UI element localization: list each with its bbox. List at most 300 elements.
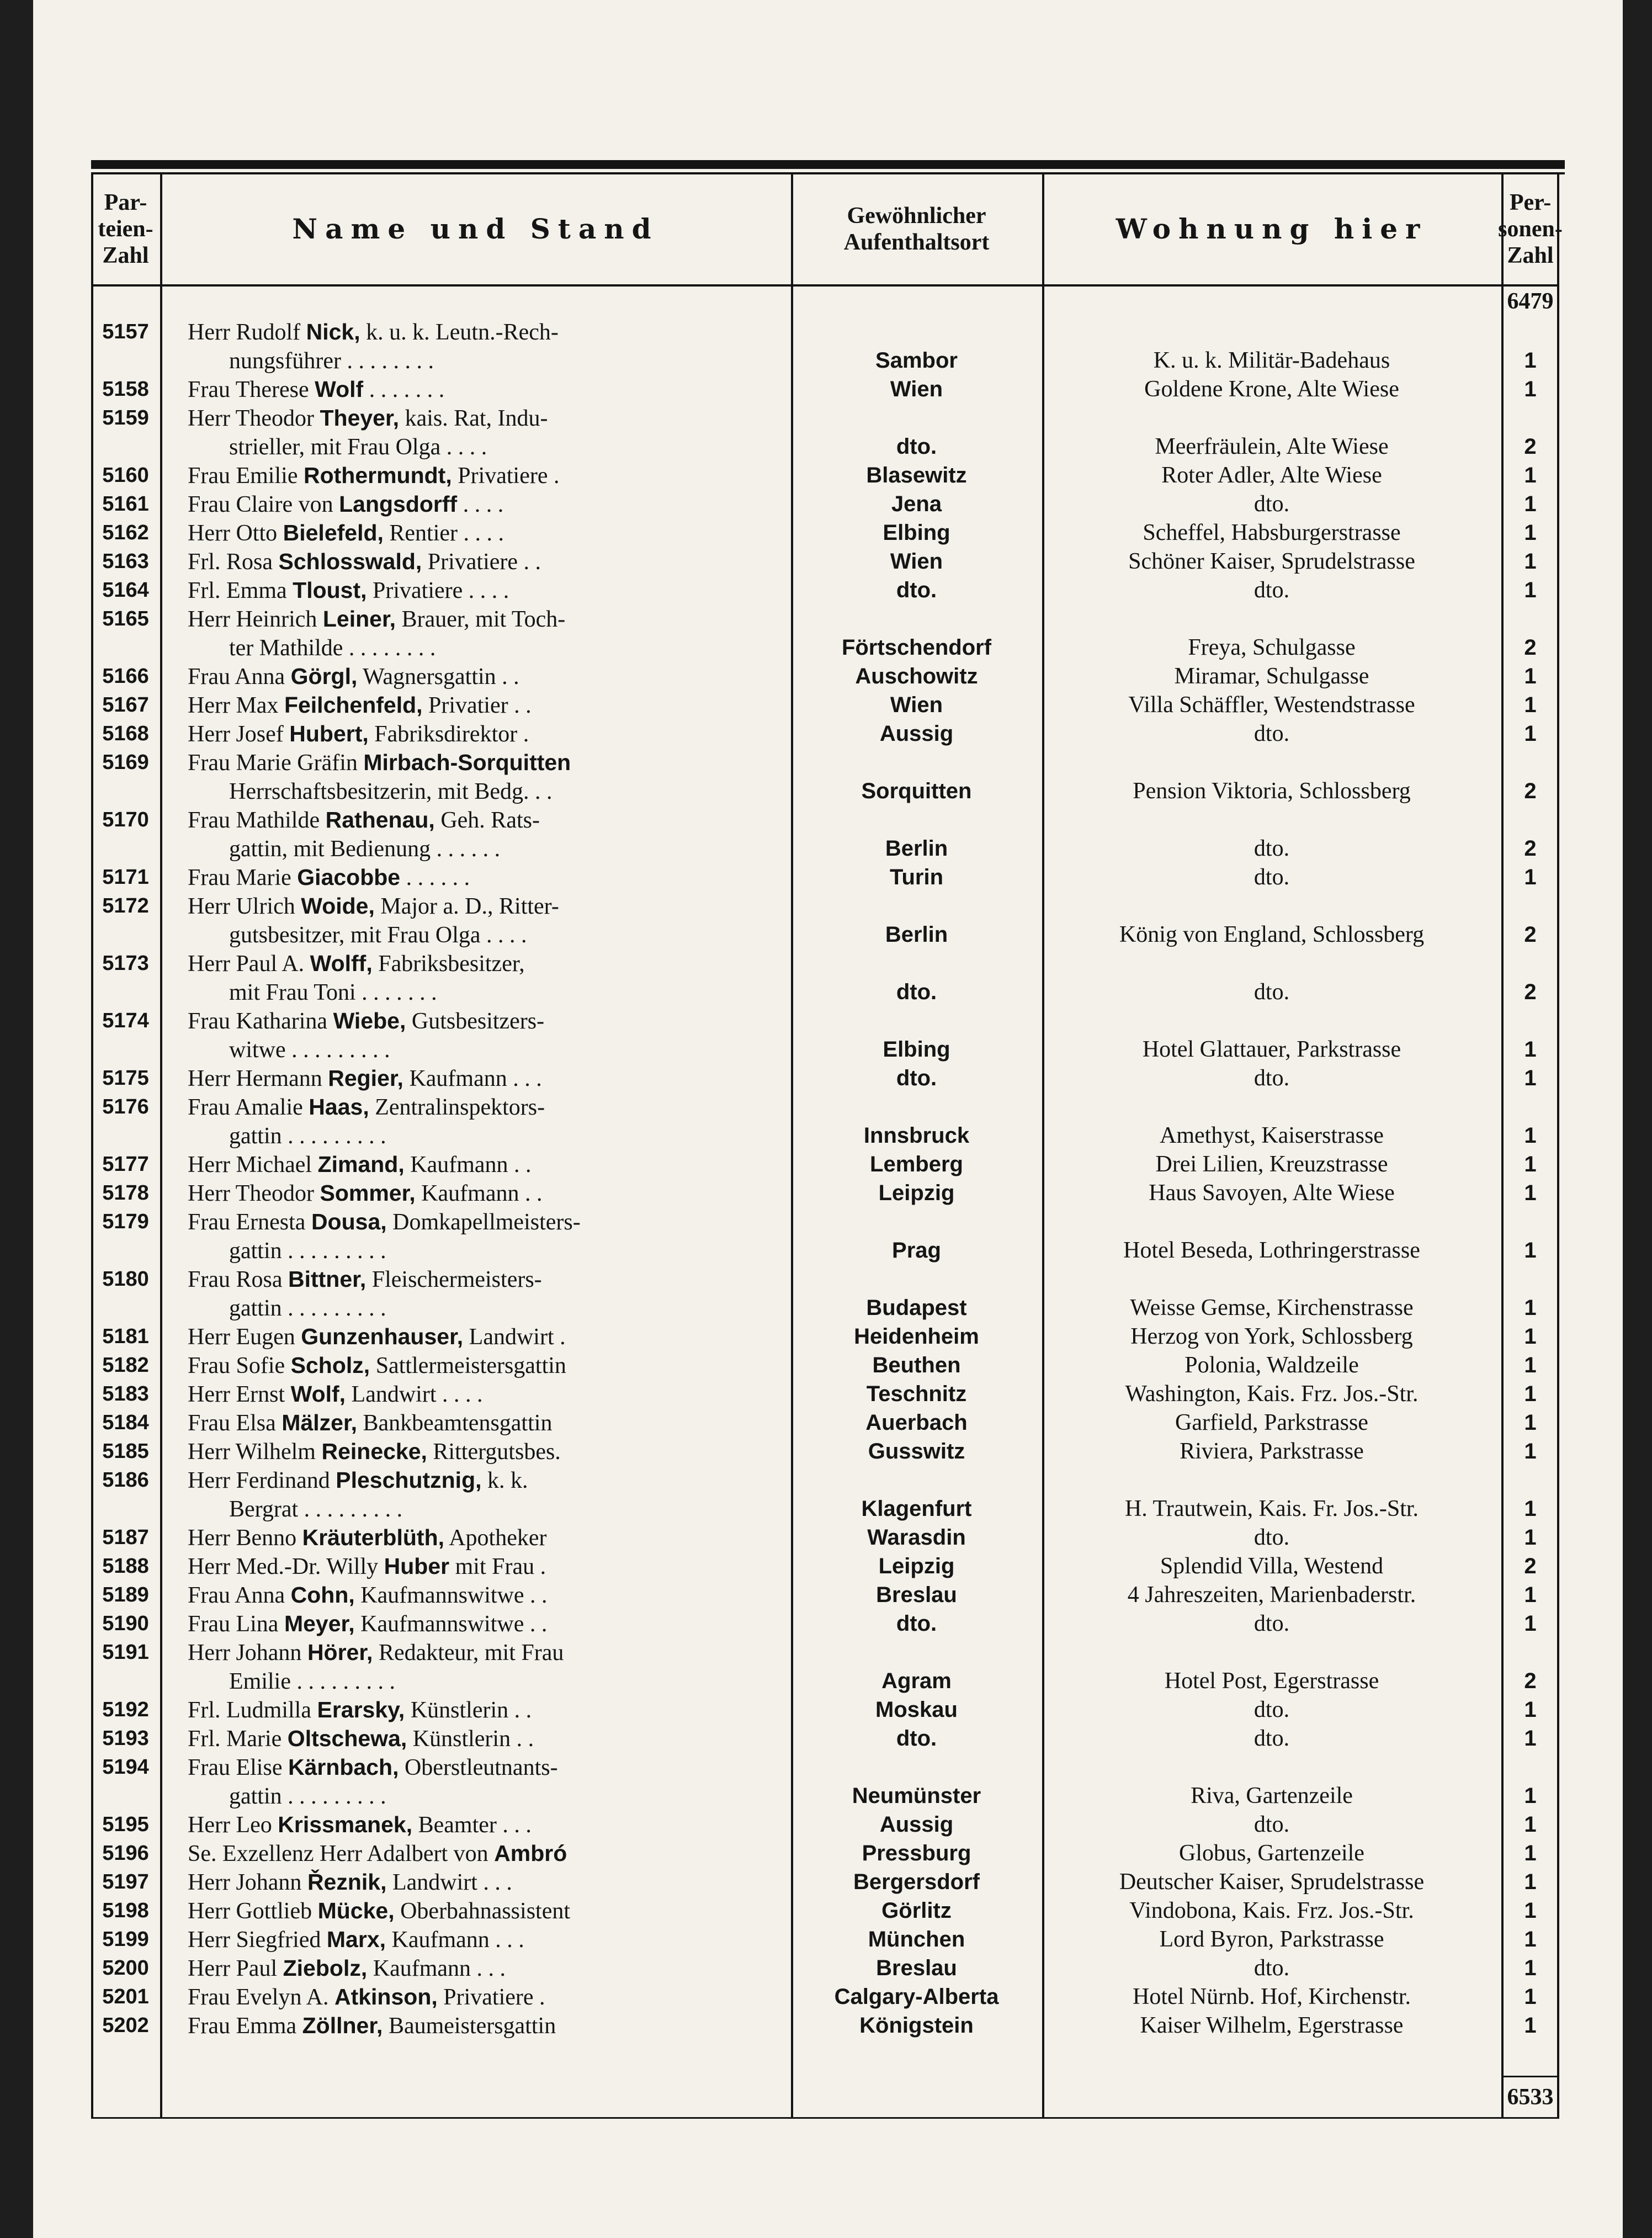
person-status: Apotheker [449,1525,547,1551]
table-row [91,1954,1559,1982]
person-status: Geh. Rats- [440,808,540,833]
usual-residence: dto. [896,1726,937,1751]
table-row [91,1466,1559,1523]
person-status: Künstlerin . . [412,1726,534,1752]
parteien-number: 5174 [102,1009,149,1032]
usual-residence: Calgary-Alberta [834,1985,999,2009]
person-title: Frau Emilie [188,463,298,489]
table-row [91,1810,1559,1839]
usual-residence: Innsbruck [863,1123,970,1148]
local-lodging: Drei Lilien, Kreuzstrasse [1155,1152,1388,1177]
persons-count: 1 [1524,664,1537,688]
usual-residence: Bergersdorf [853,1870,980,1894]
parteien-number: 5197 [102,1870,149,1894]
usual-residence: Breslau [876,1956,957,1980]
name-and-status [188,805,828,863]
parteien-number: 5188 [102,1555,149,1578]
person-title: Herr Benno [188,1525,297,1551]
usual-residence: Leipzig [878,1554,955,1578]
persons-count: 2 [1524,836,1537,861]
register-table [91,160,1563,2117]
local-lodging: 4 Jahreszeiten, Marienbaderstr. [1127,1582,1416,1608]
person-surname: Pleschutznig, [336,1467,482,1493]
name-and-status [188,863,828,892]
parteien-number: 5169 [102,751,149,774]
sum-rule [1501,2076,1559,2077]
parteien-number: 5193 [102,1727,149,1750]
usual-residence: dto. [896,578,937,602]
person-surname: Regier, [328,1065,403,1091]
person-status-continued: gattin . . . . . . . . . [229,1238,386,1264]
local-lodging: Meerfräulein, Alte Wiese [1155,434,1389,459]
parteien-number: 5167 [102,693,149,717]
local-lodging: Deutscher Kaiser, Sprudelstrasse [1119,1869,1425,1895]
persons-count: 1 [1524,1583,1537,1607]
usual-residence: Auerbach [865,1410,968,1435]
person-status: Landwirt . [469,1324,566,1350]
parteien-number: 5192 [102,1698,149,1721]
persons-count: 2 [1524,1669,1537,1693]
name-and-status [188,1437,828,1466]
persons-count: 1 [1524,1066,1537,1090]
name-and-status [188,547,828,576]
name-and-status [188,1322,828,1351]
person-status: Oberstleutnants- [404,1755,558,1780]
person-status: Kaufmannswitwe . . [360,1583,548,1608]
persons-count: 2 [1524,1554,1537,1578]
person-status: k. u. k. Leutn.-Rech- [366,320,559,345]
person-title: Frau Amalie [188,1095,303,1120]
local-lodging: Villa Schäffler, Westendstrasse [1128,692,1415,718]
header-rule [91,284,1559,287]
name-and-status [188,892,828,950]
usual-residence: Blasewitz [866,463,967,487]
table-row [91,1724,1559,1753]
person-surname: Řeznik, [307,1869,387,1895]
local-lodging: Herzog von York, Schlossberg [1130,1324,1413,1349]
person-surname: Langsdorff [339,491,458,517]
name-and-status [188,1552,828,1581]
person-status: Kaufmannswitwe . . [360,1611,548,1637]
usual-residence: Königstein [859,2013,974,2038]
parteien-number: 5201 [102,1985,149,2008]
parteien-number: 5187 [102,1526,149,1549]
person-surname: Kärnbach, [288,1754,399,1780]
table-row [91,691,1559,719]
person-title: Frau Marie Gräfin [188,750,358,776]
table-row [91,949,1559,1006]
parteien-number: 5182 [102,1354,149,1377]
usual-residence: dto. [896,1611,937,1636]
person-status-continued: ter Mathilde . . . . . . . . [229,635,436,661]
person-status: Bankbeamtensgattin [363,1410,553,1436]
person-surname: Zimand, [317,1152,405,1177]
local-lodging: Pension Viktoria, Schlossberg [1133,778,1411,804]
person-status: Kaufmann . . . [391,1927,524,1953]
table-row [91,1351,1559,1380]
person-title: Herr Michael [188,1152,312,1178]
person-surname: Mälzer, [281,1410,358,1435]
name-and-status [188,1925,828,1954]
name-and-status [188,2011,828,2040]
person-title: Herr Paul A. [188,951,305,977]
person-title: Herr Rudolf [188,320,301,345]
usual-residence: Agram [881,1669,952,1693]
parteien-number: 5176 [102,1095,149,1118]
table-row [91,719,1559,748]
person-status-continued: gutsbesitzer, mit Frau Olga . . . . [229,922,527,948]
person-title: Frau Ernesta [188,1210,306,1235]
person-title: Frau Mathilde [188,808,320,833]
usual-residence: Turin [889,865,943,889]
persons-count: 2 [1524,434,1537,459]
persons-count: 1 [1524,549,1537,574]
table-row [91,1609,1559,1638]
person-status-continued: witwe . . . . . . . . . [229,1037,390,1063]
person-title: Frl. Rosa [188,549,273,575]
header-name-stand: Name und Stand [292,213,659,246]
person-status: Zentralinspektors- [375,1095,545,1120]
person-status: . . . . . . . [369,377,445,402]
parteien-number: 5194 [102,1756,149,1779]
person-surname: Oltschewa, [287,1726,407,1751]
person-title: Herr Theodor [188,1181,314,1206]
parteien-number: 5199 [102,1928,149,1951]
usual-residence: Beuthen [872,1353,961,1377]
persons-count: 1 [1524,1698,1537,1722]
local-lodging: Polonia, Waldzeile [1184,1353,1359,1378]
name-and-status [188,1581,828,1610]
local-lodging: dto. [1253,1065,1290,1091]
usual-residence: Görlitz [881,1898,952,1923]
local-lodging: Hotel Beseda, Lothringerstrasse [1123,1238,1420,1263]
usual-residence: Leipzig [878,1181,955,1205]
usual-residence: Elbing [883,521,950,545]
person-status: Kaufmann . . [410,1152,532,1178]
local-lodging: dto. [1253,1812,1290,1837]
usual-residence: Auschowitz [855,664,978,688]
usual-residence: Elbing [883,1037,950,1062]
local-lodging: dto. [1253,491,1290,517]
parteien-number: 5163 [102,550,149,573]
usual-residence: Lemberg [870,1152,963,1176]
person-title: Herr Otto [188,521,278,546]
parteien-number: 5184 [102,1411,149,1434]
person-status: Künstlerin . . [410,1698,532,1723]
top-rule-thick [91,160,1565,169]
table-row [91,1064,1559,1093]
person-title: Frau Anna [188,664,285,690]
person-surname: Ziebolz, [283,1955,368,1981]
name-and-status [188,1179,828,1208]
person-title: Frau Evelyn A. [188,1985,329,2010]
local-lodging: dto. [1253,865,1290,890]
person-status: Wagnersgattin . . [363,664,519,690]
name-and-status [188,576,828,605]
top-rule-thin [91,172,1565,174]
parteien-number: 5202 [102,2014,149,2037]
person-surname: Bielefeld, [283,520,384,545]
name-and-status [188,518,828,548]
persons-count: 1 [1524,1985,1537,2009]
name-and-status [188,1753,828,1811]
person-status-continued: Bergrat . . . . . . . . . [229,1497,403,1522]
table-row [91,1695,1559,1724]
persons-count: 1 [1524,722,1537,746]
table-row [91,1896,1559,1925]
person-title: Frau Sofie [188,1353,285,1378]
name-and-status [188,1609,828,1638]
usual-residence: Gusswitz [868,1439,965,1463]
local-lodging: dto. [1253,979,1290,1005]
local-lodging: Roter Adler, Alte Wiese [1161,463,1382,488]
usual-residence: Berlin [885,922,948,947]
parteien-number: 5179 [102,1210,149,1233]
person-surname: Wiebe, [333,1008,406,1033]
person-title: Frau Therese [188,377,309,402]
person-status: Brauer, mit Toch- [401,607,566,632]
person-status: kais. Rat, Indu- [405,406,548,431]
persons-count: 1 [1524,1296,1537,1320]
name-and-status [188,719,828,749]
local-lodging: Hotel Post, Egerstrasse [1164,1668,1379,1694]
table-row [91,1982,1559,2011]
persons-count: 1 [1524,1726,1537,1751]
person-title: Herr Max [188,693,279,718]
local-lodging: Schöner Kaiser, Sprudelstrasse [1128,549,1415,574]
usual-residence: Heidenheim [854,1324,979,1349]
local-lodging: Washington, Kais. Frz. Jos.-Str. [1125,1381,1419,1407]
usual-residence: Klagenfurt [861,1497,972,1521]
person-surname: Görgl, [290,664,358,689]
person-surname: Gunzenhauser, [301,1324,464,1349]
usual-residence: Prag [892,1238,941,1263]
person-title: Herr Theodor [188,406,314,431]
persons-count: 1 [1524,1439,1537,1463]
page-total: 6533 [1507,2085,1554,2110]
local-lodging: Vindobona, Kais. Frz. Jos.-Str. [1129,1898,1414,1923]
person-status: Privatiere . . [427,549,541,575]
person-surname: Wolff, [310,951,373,976]
persons-count: 1 [1524,1841,1537,1865]
persons-count: 1 [1524,1870,1537,1894]
name-and-status [188,1896,828,1926]
usual-residence: Teschnitz [866,1382,967,1406]
person-surname: Mücke, [317,1898,395,1923]
local-lodging: dto. [1253,1726,1290,1751]
local-lodging: Globus, Gartenzeile [1179,1841,1364,1866]
person-surname: Reinecke, [321,1439,427,1464]
parteien-number: 5177 [102,1153,149,1176]
name-and-status [188,1638,828,1696]
person-surname: Woide, [301,893,375,919]
person-surname: Theyer, [320,405,400,431]
person-surname: Zöllner, [302,2013,383,2038]
persons-count: 1 [1524,1898,1537,1923]
persons-count: 2 [1524,779,1537,803]
person-status: Fabriksbesitzer, [378,951,525,977]
usual-residence: Breslau [876,1583,957,1607]
person-title: Herr Siegfried [188,1927,321,1953]
persons-count: 2 [1524,922,1537,947]
footer-rule [91,2117,1559,2119]
person-status: Major a. D., Ritter- [380,894,559,919]
name-and-status [188,1695,828,1725]
persons-count: 1 [1524,492,1537,516]
table-row [91,1150,1559,1179]
table-row [91,1552,1559,1581]
person-status-continued: nungsführer . . . . . . . . [229,348,434,374]
person-status: Privatiere . [443,1985,545,2010]
parteien-number: 5157 [102,320,149,343]
table-row [91,805,1559,863]
parteien-number: 5160 [102,464,149,487]
person-surname: Huber [384,1553,450,1579]
person-title: Frl. Emma [188,578,287,603]
persons-count: 1 [1524,1784,1537,1808]
person-surname: Scholz, [290,1353,370,1378]
person-surname: Sommer, [320,1180,416,1206]
person-title: Herr Ferdinand [188,1468,330,1493]
usual-residence: dto. [896,1066,937,1090]
name-and-status [188,748,828,806]
persons-count: 1 [1524,377,1537,401]
name-and-status [188,1523,828,1552]
persons-count: 1 [1524,1410,1537,1435]
local-lodging: dto. [1253,721,1290,746]
person-surname: Nick, [306,319,360,344]
parteien-number: 5185 [102,1440,149,1463]
document-page [33,0,1623,2238]
name-and-status [188,404,828,462]
parteien-number: 5165 [102,607,149,630]
person-title: Herr Heinrich [188,607,317,632]
person-status: Privatiere . [458,463,560,489]
table-row [91,1437,1559,1466]
person-surname: Hubert, [289,721,369,746]
person-status-continued: gattin . . . . . . . . . [229,1123,386,1149]
parteien-number: 5190 [102,1612,149,1635]
table-row [91,604,1559,662]
person-status-continued: gattin . . . . . . . . . [229,1296,386,1321]
person-title: Frau Lina [188,1611,279,1637]
name-and-status [188,1868,828,1897]
table-row [91,490,1559,518]
person-status-continued: mit Frau Toni . . . . . . . [229,980,437,1005]
local-lodging: Kaiser Wilhelm, Egerstrasse [1140,2013,1404,2038]
person-status-continued: Emilie . . . . . . . . . [229,1669,395,1694]
table-row [91,863,1559,892]
local-lodging: Freya, Schulgasse [1188,635,1356,660]
persons-count: 1 [1524,1238,1537,1263]
name-and-status [188,1064,828,1093]
local-lodging: Scheffel, Habsburgerstrasse [1143,520,1401,545]
header-aufenthaltsort: Gewöhnlicher Aufenthaltsort [843,203,990,255]
table-row [91,662,1559,691]
usual-residence: Pressburg [862,1841,971,1865]
person-surname: Krissmanek, [278,1812,413,1837]
parteien-number: 5180 [102,1268,149,1291]
table-row [91,1868,1559,1896]
person-title: Herr Johann [188,1640,302,1666]
name-and-status [188,1351,828,1380]
person-title: Herr Johann [188,1870,302,1895]
parteien-number: 5178 [102,1181,149,1205]
parteien-number: 5172 [102,894,149,918]
person-title: Herr Wilhelm [188,1439,316,1465]
person-title: Herr Josef [188,722,284,747]
local-lodging: Lord Byron, Parkstrasse [1159,1927,1384,1952]
parteien-number: 5161 [102,492,149,516]
persons-count: 1 [1524,578,1537,602]
usual-residence: Sorquitten [861,779,972,803]
usual-residence: München [868,1927,965,1951]
usual-residence: Berlin [885,836,948,861]
person-status: . . . . . . [406,865,470,890]
persons-count: 1 [1524,2013,1537,2038]
person-surname: Kräuterblüth, [302,1525,445,1550]
person-title: Herr Eugen [188,1324,295,1350]
person-surname: Mirbach-Sorquitten [363,750,571,775]
persons-count: 1 [1524,1611,1537,1636]
person-status: Privatiere . . . . [373,578,509,603]
local-lodging: Goldene Krone, Alte Wiese [1144,376,1399,402]
usual-residence: dto. [896,980,937,1004]
name-and-status [188,604,828,662]
name-and-status [188,662,828,691]
parteien-number: 5170 [102,808,149,831]
person-surname: Erarsky, [317,1697,405,1722]
persons-count: 1 [1524,1525,1537,1550]
person-status: Redakteur, mit Frau [378,1640,564,1666]
person-surname: Leiner, [322,606,396,632]
header-personen-zahl: Per- sonen- Zahl [1498,189,1563,269]
table-row [91,1093,1559,1150]
person-status: Gutsbesitzers- [411,1009,545,1034]
persons-count: 1 [1524,1812,1537,1837]
persons-count: 1 [1524,1181,1537,1205]
person-status: Rentier . . . . [389,521,504,546]
table-row [91,1322,1559,1351]
parteien-number: 5189 [102,1583,149,1606]
table-row [91,576,1559,604]
parteien-number: 5166 [102,665,149,688]
usual-residence: Förtschendorf [841,635,992,660]
persons-count: 2 [1524,980,1537,1004]
person-status-continued: strieller, mit Frau Olga . . . . [229,434,487,460]
person-surname: Feilchenfeld, [284,692,423,718]
persons-count: 1 [1524,463,1537,487]
persons-count: 1 [1524,348,1537,373]
usual-residence: Neumünster [852,1784,981,1808]
person-status: Kaufmann . . . [409,1066,542,1091]
name-and-status [188,1466,828,1524]
parteien-number: 5198 [102,1899,149,1922]
table-row [91,1925,1559,1954]
person-status: mit Frau . [455,1554,546,1579]
person-surname: Wolf [315,376,364,402]
person-title: Frau Anna [188,1583,285,1608]
parteien-number: 5196 [102,1842,149,1865]
persons-count: 1 [1524,865,1537,889]
person-title: Frau Katharina [188,1009,328,1034]
table-row [91,1408,1559,1437]
name-and-status [188,490,828,519]
name-and-status [188,1150,828,1179]
person-status: Oberbahnassistent [400,1898,571,1924]
usual-residence: Aussig [879,1812,954,1837]
name-and-status [188,1265,828,1323]
